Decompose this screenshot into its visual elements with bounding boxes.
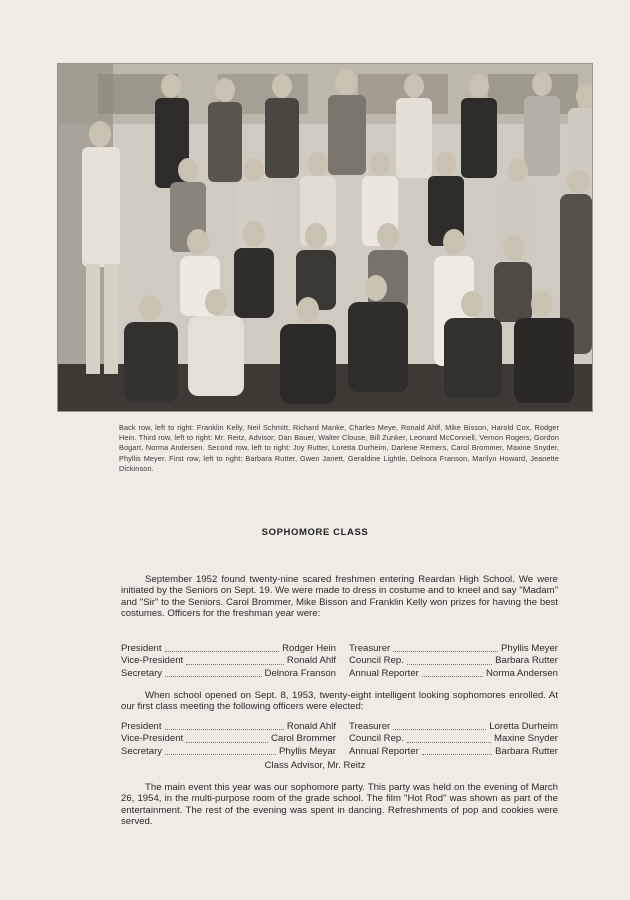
officer-role: Council Rep. <box>349 733 404 745</box>
officer-role: Council Rep. <box>349 655 404 667</box>
freshman-paragraph: September 1952 found twenty-nine scared freshmen entering Reardan High School. We were initiated by the Seniors on Sept. 19. We were made to dress in costume and to kneel and say "Madam" and "Sir" to the Seniors. Carol Brommer, Mike Bisson and Franklin Kelly won prizes for having the best costumes. Officers for the freshman year were: <box>121 574 558 620</box>
officer-role: Secretary <box>121 667 163 679</box>
sophomore-officers-list <box>121 721 558 758</box>
party-paragraph: The main event this year was our sophomore party. This party was held on the evening of March 26, 1954, in the multi-purpose room of the grade school. The film "Hot Rod" was shown as part of the entertainment. The rest of the evening was spent in dancing. Refreshments of pop and cookies were served. <box>121 782 558 828</box>
officer-name: Ronald Ahlf <box>286 655 336 667</box>
officer-name: Ronald Ahlf <box>286 721 336 732</box>
officer-name: Carol Brommer <box>270 733 336 745</box>
officer-role: President <box>121 643 162 654</box>
officer-name: Phyllis Meyer <box>500 643 558 654</box>
officer-name: Rodger Hein <box>282 643 336 654</box>
class-group-photo <box>57 63 593 412</box>
officer-name: Barbara Rutter <box>495 655 558 667</box>
officer-name: Norma Andersen <box>486 667 558 679</box>
officer-row <box>121 655 558 667</box>
sophomore-paragraph: When school opened on Sept. 8, 1953, twenty-eight intelligent looking sophomores enrolled. At our first class meeting the following officers were elected: <box>121 690 558 713</box>
officer-name: Maxine Snyder <box>494 733 558 745</box>
officer-name: Barbara Rutter <box>495 745 558 757</box>
officer-name: Loretta Durheim <box>489 721 558 732</box>
officer-role: Treasurer <box>349 721 391 732</box>
officer-name: Delnora Franson <box>264 667 336 679</box>
class-advisor-line: Class Advisor, Mr. Reitz <box>264 760 366 771</box>
officer-row <box>121 746 558 758</box>
officer-name: Phyllis Meyar <box>278 745 336 757</box>
officer-row <box>121 721 558 733</box>
officer-role: Annual Reporter <box>349 745 419 757</box>
officer-row <box>121 643 558 655</box>
officer-row <box>121 733 558 745</box>
section-title: SOPHOMORE CLASS <box>261 527 369 538</box>
officer-role: Secretary <box>121 745 163 757</box>
officer-role: Annual Reporter <box>349 667 419 679</box>
officer-role: Vice-President <box>121 733 184 745</box>
officer-role: President <box>121 721 162 732</box>
officer-row <box>121 668 558 680</box>
freshman-officers-list <box>121 643 558 680</box>
class-photo-image <box>58 64 592 411</box>
photo-caption: Back row, left to right: Franklin Kelly, Neil Schmitt, Richard Manke, Charles Meye, Ronald Ahlf, Mike Bisson, Harold Cox, Rodger Hein. Third row, left to right: Mr. Reitz, Advisor; Dan Bauer, Walter Clouse, Bill Zunker, Leonard McConnell, Vernon Rogers, Gordon Bogart, Norma Andersen. Second row, left to right: Joy Rutter, Loretta Durheim, Darlene Remers, Carol Brommer, Maxine Snyder, Phyllis Meyer. First row, left to right: Barbara Rutter, Gwen Janett, Geraldine Lightle, Delnora Franson, Marilyn Howard, Jeanette Dickinson. <box>119 423 559 473</box>
officer-role: Vice-President <box>121 655 184 667</box>
officer-role: Treasurer <box>349 643 391 654</box>
